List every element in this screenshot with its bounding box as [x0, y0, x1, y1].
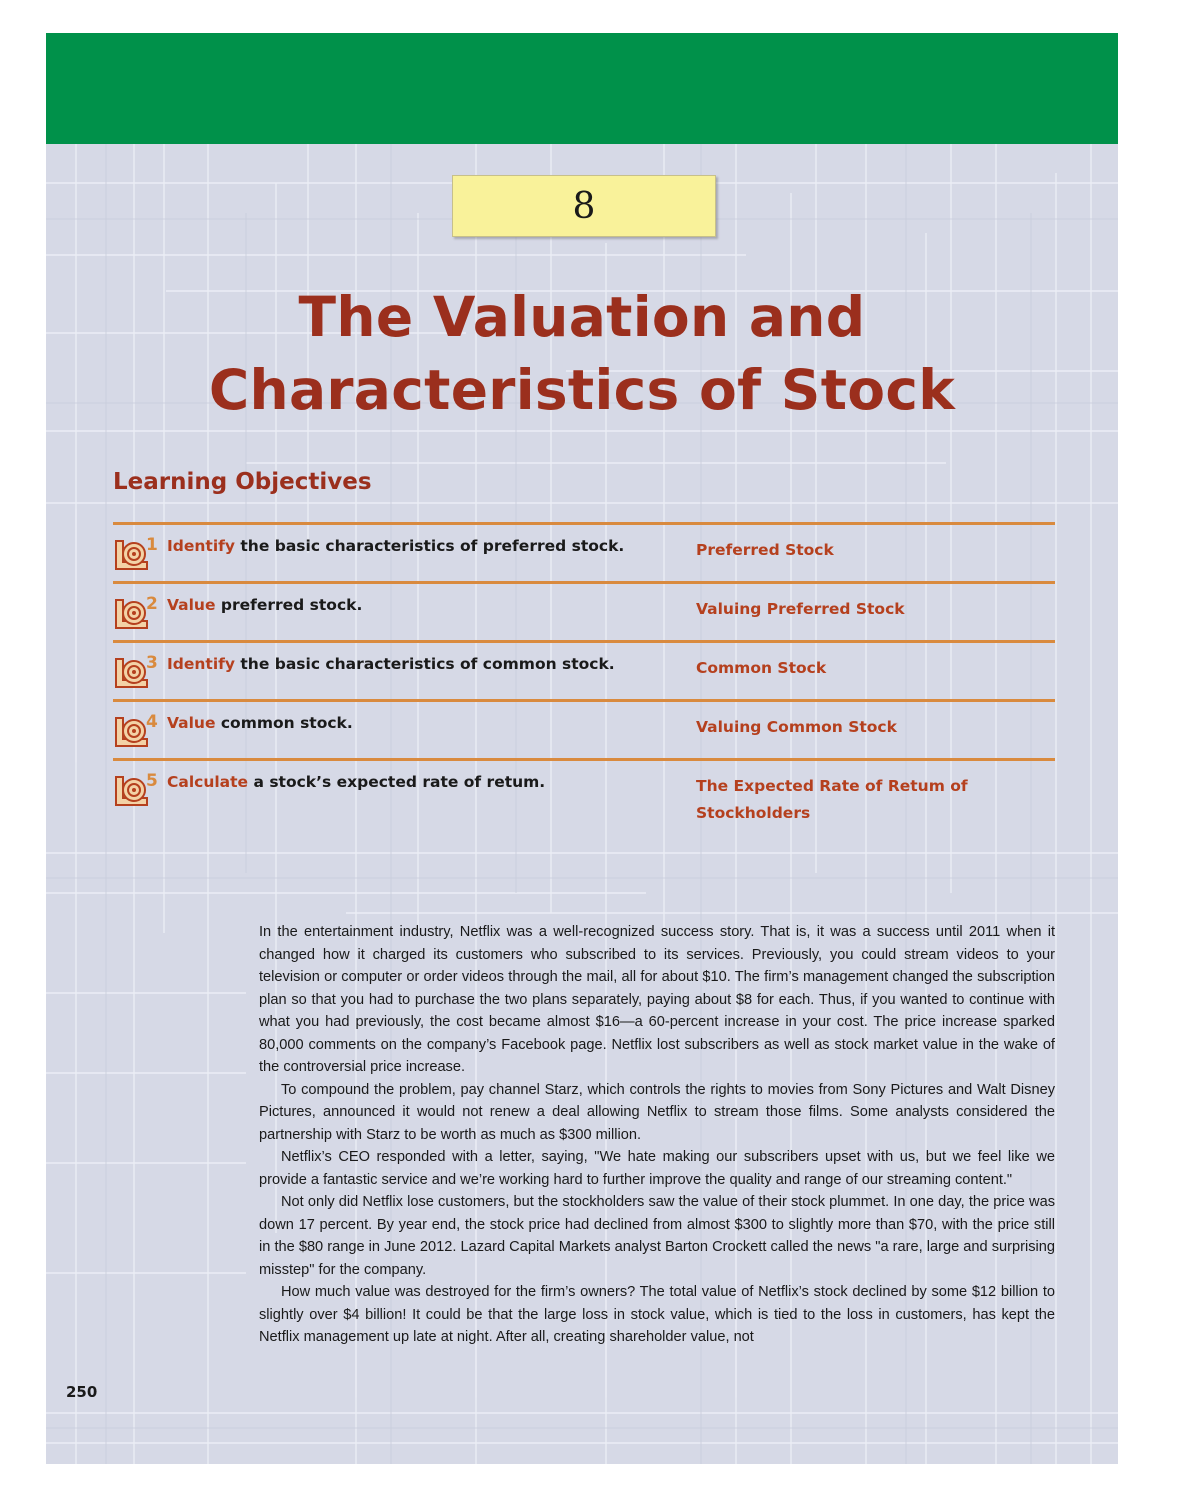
objective-text	[167, 714, 353, 732]
header-color-band	[46, 33, 1118, 144]
objective-verb: Value	[167, 596, 216, 614]
objective-verb: Identify	[167, 655, 235, 673]
textbook-page	[46, 33, 1118, 1464]
learning-objectives-list	[113, 522, 1055, 831]
body-paragraph: In the entertainment industry, Netflix was a well-recognized success story. That is, it was a success until 2011 when it changed how it charged its customers who subscribed to its services. Previously, you could stream videos to your television or computer or order videos through the mail, all for about $10. The firm’s management changed the subscription plan so that you had to purchase the two plans separately, paying about $8 for each. Thus, if you wanted to continue with what you had previously, the cost became almost $16—a 60-percent increase in your cost. The price increase sparked 80,000 comments on the company’s Facebook page. Netflix lost subscribers as well as stock market value in the wake of the controversial price increase.	[259, 924, 1055, 1075]
objective-section-link: Common Stock	[696, 659, 827, 677]
objective-verb: Calculate	[167, 773, 249, 791]
objective-text	[167, 596, 362, 614]
lo-target-icon	[113, 538, 149, 572]
body-paragraph: How much value was destroyed for the firm’s owners? The total value of Netflix’s stock declined by some $12 billion to slightly over $4 billion! It could be that the large loss in stock value, which is tied to the loss in customers, has kept the Netflix management up late at night. After all, creating shareholder value, not	[259, 1284, 1055, 1345]
objective-number: 1	[146, 535, 158, 555]
lo-target-icon	[113, 715, 149, 749]
lo-target-icon	[113, 656, 149, 690]
chapter-title	[46, 281, 1118, 427]
objective-number: 2	[146, 594, 158, 614]
objective-section-link: Preferred Stock	[696, 541, 834, 559]
chapter-number-box	[452, 175, 716, 237]
objective-text	[167, 655, 615, 673]
objective-row	[113, 525, 1055, 584]
objective-row	[113, 584, 1055, 643]
objective-description: a stock’s expected rate of retum.	[248, 773, 546, 791]
chapter-title-line-1: The Valuation and	[298, 285, 866, 349]
chapter-opening-text	[259, 921, 1055, 1349]
objective-text	[167, 537, 624, 555]
page-number: 250	[66, 1383, 98, 1401]
objective-description: the basic characteristics of common stock.	[234, 655, 615, 673]
objective-description: common stock.	[215, 714, 353, 732]
learning-objectives-heading: Learning Objectives	[113, 469, 372, 495]
objective-description: preferred stock.	[215, 596, 363, 614]
body-paragraph: To compound the problem, pay channel Starz, which controls the rights to movies from Sony Pictures and Walt Disney Pictures, announced it would not renew a deal allowing Netflix to stream those films. Some analysts considered the partnership with Starz to be worth as much as $300 million.	[259, 1081, 1055, 1143]
body-paragraph: Not only did Netflix lose customers, but the stockholders saw the value of their stock plummet. In one day, the price was down 17 percent. By year end, the stock price had declined from almost $300 to slightly more than $70, with the price still in the $80 range in June 2012. Lazard Capital Markets analyst Barton Crockett called the news "a rare, large and surprising misstep" for the company.	[259, 1194, 1055, 1278]
chapter-title-line-2: Characteristics of Stock	[208, 358, 956, 422]
objective-verb: Value	[167, 714, 216, 732]
objective-row	[113, 643, 1055, 702]
chapter-number: 8	[572, 185, 596, 227]
objective-row	[113, 702, 1055, 761]
objective-section-link: Valuing Common Stock	[696, 718, 897, 736]
body-paragraph: Netflix’s CEO responded with a letter, saying, "We hate making our subscribers upset with us, but we feel like we provide a fantastic service and we’re working hard to further improve the quality and range of our streaming content."	[259, 1149, 1055, 1188]
objective-number: 3	[146, 653, 158, 673]
objective-text	[167, 773, 545, 791]
lo-target-icon	[113, 597, 149, 631]
objective-section-link: Valuing Preferred Stock	[696, 600, 905, 618]
objective-row	[113, 761, 1055, 831]
lo-target-icon	[113, 774, 149, 808]
objective-number: 5	[146, 771, 158, 791]
objective-section-link: The Expected Rate of Retum of Stockholders	[696, 777, 968, 822]
objective-verb: Identify	[167, 537, 235, 555]
objective-description: the basic characteristics of preferred stock.	[234, 537, 625, 555]
objective-number: 4	[146, 712, 158, 732]
